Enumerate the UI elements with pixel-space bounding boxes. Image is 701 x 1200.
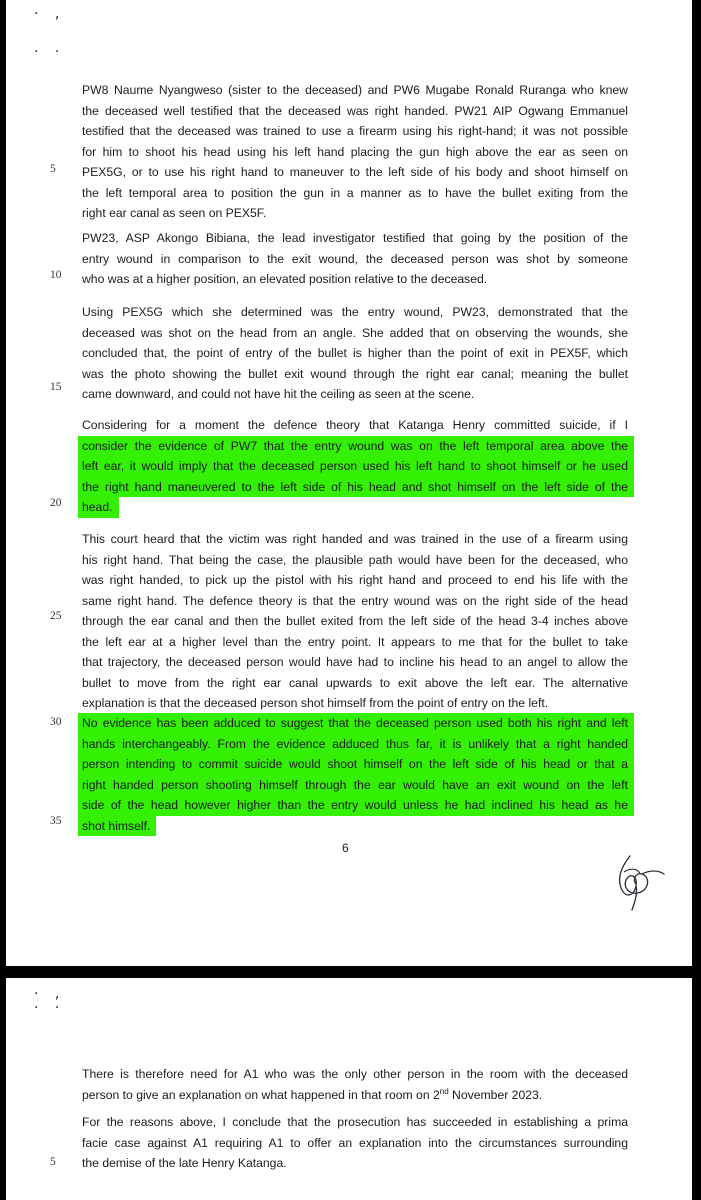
text-line: Using PEX5G which she determined was the entry wound, PW23, demonstrated that the — [82, 305, 628, 319]
paragraph — [82, 80, 628, 224]
text-line: his right hand. That being the case, the plausible path would have been for the deceased, who — [82, 552, 628, 567]
paragraph — [82, 1064, 628, 1105]
document-page-2 — [6, 978, 692, 1200]
text-line: the demise of the late Henry Katanga. — [82, 1156, 287, 1170]
document-page-1 — [6, 0, 692, 966]
highlighted-text-line: right handed person shooting himself through the ear would have an exit wound on the left — [78, 775, 634, 796]
highlighted-text-line: head. — [78, 497, 119, 518]
text-line: that trajectory, the deceased person would have had to incline his head to an angel to allow the — [82, 655, 628, 669]
paragraph — [82, 228, 628, 290]
highlighted-text-line: shot himself. — [78, 816, 156, 837]
line-number: 5 — [50, 1156, 56, 1168]
text-line: who was at a higher position, an elevated position relative to the deceased. — [82, 272, 488, 286]
highlighted-text-line: hands interchangeably. From the evidence adduced thus far, it is unlikely that a right handed — [78, 734, 634, 755]
text-line: entry wound in comparison to the exit wound, the deceased person was shot by someone — [82, 251, 628, 266]
scan-mark: · · — [34, 1000, 66, 1016]
highlighted-text-line: the right hand maneuvered to the left side of his head and shot himself on the left side of the — [78, 477, 634, 498]
text-line: same right hand. The defence theory is that the entry wound was on the right side of the head — [82, 593, 628, 608]
text-line: concluded that, the point of entry of the bullet is higher than the point of exit in PEX5F, which — [82, 346, 628, 360]
scan-mark: · , — [34, 986, 66, 1002]
text-line: testified that the deceased was trained to use a firearm using his right-hand; it was not possible — [82, 124, 628, 138]
paragraph — [82, 302, 628, 405]
highlighted-text-line: left ear, it would imply that the deceased person used his left hand to shoot himself or he used — [78, 456, 634, 477]
line-number: 15 — [50, 381, 62, 393]
line-number: 30 — [50, 716, 62, 728]
line-number: 25 — [50, 610, 62, 622]
text-line: the left ear at a higher level than the entry point. It appears to me that for the bullet to take — [82, 634, 628, 649]
paragraph — [82, 1112, 628, 1174]
line-number: 20 — [50, 497, 62, 509]
text-line: PEX5G, or to use his right hand to maneuver to the left side of his body and shoot himself on — [82, 165, 628, 179]
line-number: 35 — [50, 815, 62, 827]
paragraph — [82, 529, 628, 714]
text-line: PW23, ASP Akongo Bibiana, the lead investigator testified that going by the position of the — [82, 231, 628, 245]
line-number: 5 — [50, 163, 56, 175]
text-line: This court heard that the victim was right handed and was trained in the use of a firearm using — [82, 532, 628, 546]
highlighted-text-line: consider the evidence of PW7 that the entry wound was on the left temporal area above the — [78, 436, 634, 457]
line-number: 10 — [50, 269, 62, 281]
text-line: For the reasons above, I conclude that the prosecution has succeeded in establishing a prima — [82, 1115, 628, 1129]
text-line: was right handed, to pick up the pistol with his right hand and proceed to end his life with the — [82, 573, 628, 587]
text-line: right ear canal as seen on PEX5F. — [82, 206, 267, 220]
text-line: for him to shoot his head using his left hand placing the gun high above the ear as seen on — [82, 144, 628, 159]
highlighted-paragraph — [82, 415, 628, 523]
signature-icon — [604, 850, 668, 912]
text-line: There is therefore need for A1 who was the only other person in the room with the deceased — [82, 1067, 628, 1081]
text-line: PW8 Naume Nyangweso (sister to the deceased) and PW6 Mugabe Ronald Ruranga who knew — [82, 83, 628, 97]
text-line: the left temporal area to position the gun in a manner as to have the bullet exiting from the — [82, 185, 628, 200]
text-line: the deceased well testified that the deceased was right handed. PW21 AIP Ogwang Emmanuel — [82, 103, 628, 118]
text-line: person to give an explanation on what happened in that room on 2nd November 2023. — [82, 1086, 543, 1102]
page-number: 6 — [342, 841, 349, 855]
highlighted-text-line: No evidence has been adduced to suggest that the deceased person used both his right and left — [78, 713, 634, 734]
scan-mark: · , — [34, 6, 66, 22]
text-line: facie case against A1 requiring A1 to offer an explanation into the circumstances surrounding — [82, 1135, 628, 1150]
text-line: through the ear canal and then the bullet exited from the left side of the head 3-4 inches above — [82, 614, 628, 628]
highlighted-text-line: side of the head however higher than the entry would unless he had inclined his head as he — [78, 795, 634, 816]
text-line: was the photo showing the bullet exit wound through the right ear canal; meaning the bullet — [82, 366, 628, 381]
scan-mark: · · — [34, 44, 66, 60]
text-line: came downward, and could not have hit the ceiling as seen at the scene. — [82, 387, 475, 401]
highlighted-paragraph — [82, 713, 628, 841]
text-line: Considering for a moment the defence theory that Katanga Henry committed suicide, if I — [82, 418, 628, 432]
text-line: bullet to move from the right ear canal upwards to exit above the left ear. The alternative — [82, 675, 628, 690]
highlighted-text-line: person intending to commit suicide would shoot himself on the left side of his head or that a — [78, 754, 634, 775]
text-line: deceased was shot on the head from an angle. She added that on observing the wounds, she — [82, 325, 628, 340]
text-line: explanation is that the deceased person shot himself from the point of entry on the left. — [82, 696, 549, 710]
